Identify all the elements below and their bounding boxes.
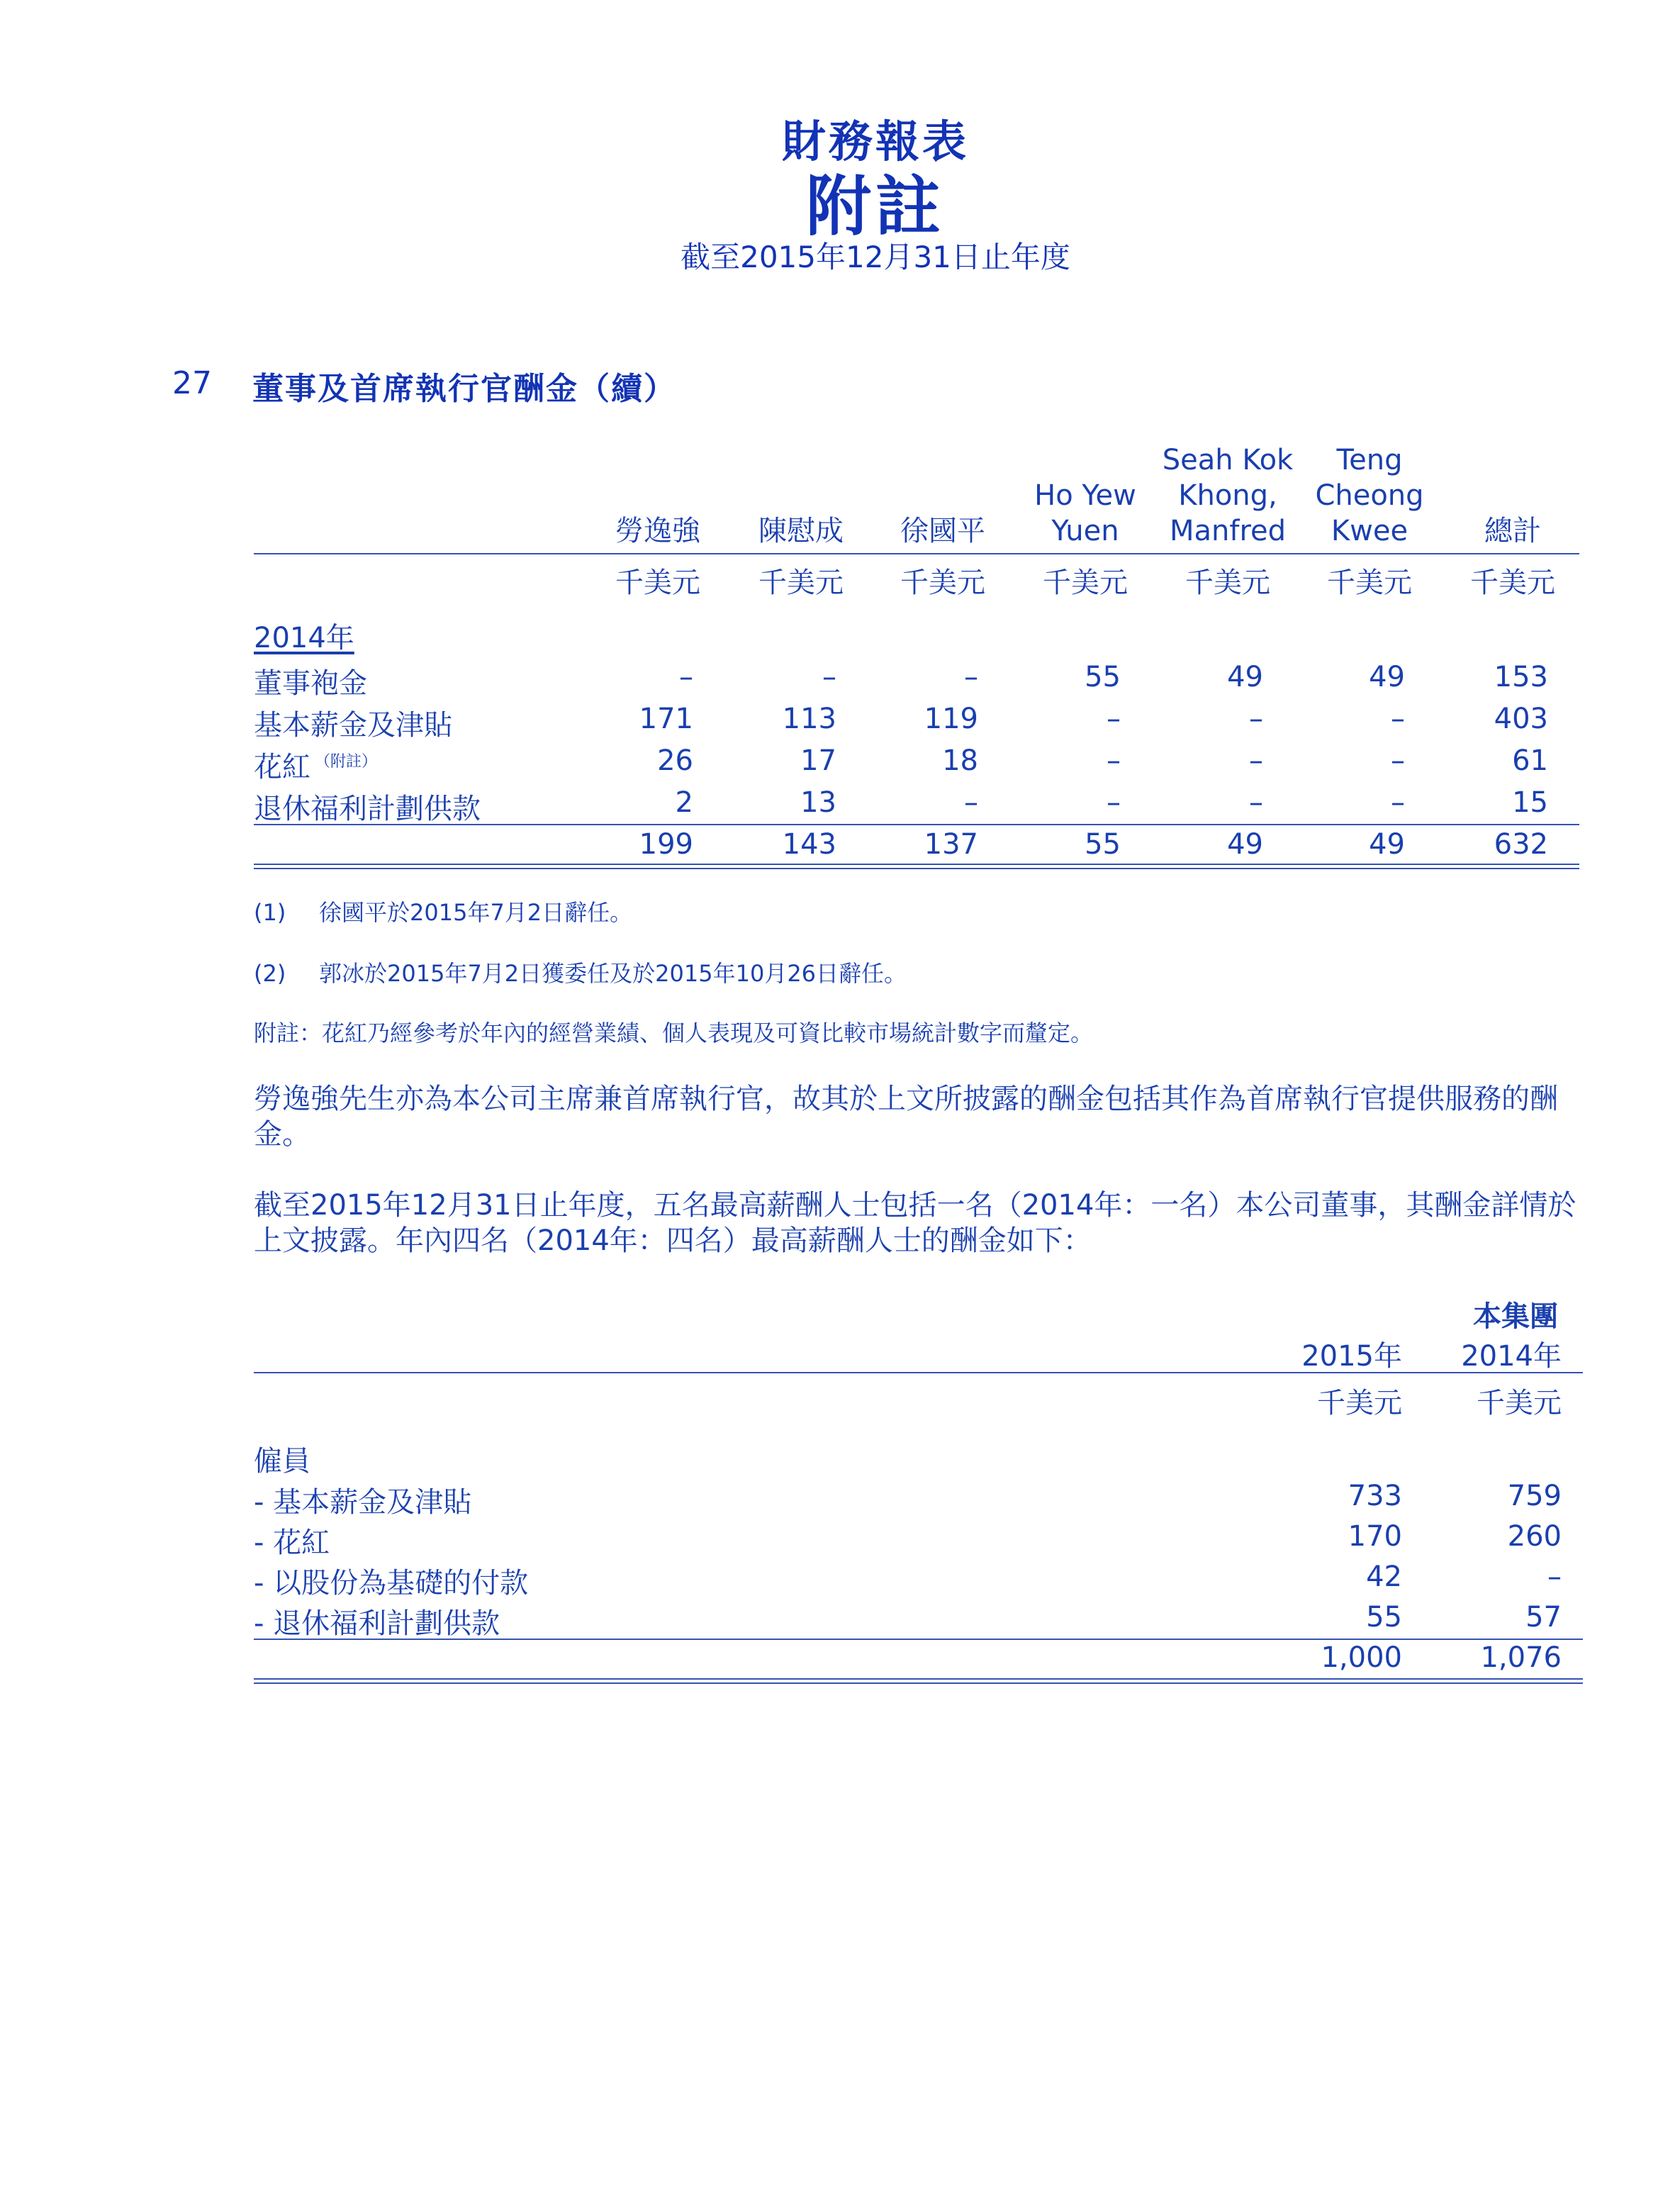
statement-title: 財務報表 — [781, 116, 969, 167]
table-cell: – — [1249, 703, 1263, 735]
year-heading: 2014年 — [254, 622, 354, 654]
table-cell: 55 — [1085, 661, 1121, 693]
column-header: Ho Yew Yuen — [1034, 479, 1136, 547]
total-cell: 49 — [1369, 828, 1405, 861]
table-cell: 171 — [639, 703, 693, 735]
paragraph: 勞逸強先生亦為本公司主席兼首席執行官，故其於上文所披露的酬金包括其作為首席執行官提供服務的酬金。 — [254, 1083, 1558, 1151]
total-cell: 137 — [924, 828, 978, 861]
table-cell: – — [1391, 786, 1405, 819]
column-header: 陳慰成 — [758, 515, 844, 547]
unit-label: 千美元 — [758, 566, 844, 599]
section-title: 董事及首席執行官酬金（續） — [252, 371, 676, 407]
table-row — [254, 1477, 1583, 1517]
notes-title: 附註 — [805, 169, 945, 245]
table-cell: – — [1107, 703, 1121, 735]
table-cell: 113 — [782, 703, 836, 735]
table-row — [254, 698, 1579, 740]
row-label: - 花紅 — [254, 1526, 330, 1559]
table-cell: – — [964, 786, 978, 819]
column-header: 2014年 — [1461, 1340, 1562, 1373]
row-label: 退休福利計劃供款 — [254, 793, 481, 825]
unit-row — [254, 554, 1579, 600]
note-item: (2) 郭冰於2015年7月2日獲委任及於2015年10月26日辭任。 — [254, 960, 907, 987]
total-row — [254, 825, 1579, 864]
total-cell: 49 — [1227, 828, 1263, 861]
table-cell: 17 — [800, 744, 836, 777]
table-cell: 170 — [1348, 1520, 1402, 1553]
table-cell: – — [1249, 786, 1263, 819]
table-cell: 13 — [800, 786, 836, 819]
table-row — [254, 1598, 1583, 1639]
total-cell: 199 — [639, 828, 693, 861]
column-header: 2015年 — [1301, 1340, 1402, 1373]
section-number: 27 — [172, 365, 212, 401]
total-row — [254, 1640, 1583, 1678]
row-label: 董事袍金 — [254, 667, 367, 700]
row-label: 花紅 $^{(附註)}$ — [254, 751, 378, 783]
directors-remuneration-table — [254, 440, 1579, 869]
table-cell: – — [1391, 744, 1405, 777]
table-cell: 18 — [942, 744, 978, 777]
table-cell: – — [1107, 786, 1121, 819]
row-label: 基本薪金及津貼 — [254, 709, 452, 742]
table-row — [254, 1517, 1583, 1558]
table-cell: 260 — [1507, 1520, 1562, 1553]
column-header: Seah Kok Khong, Manfred — [1162, 444, 1294, 547]
group-label: 本集團 — [1473, 1300, 1558, 1333]
total-cell: 1,076 — [1480, 1641, 1562, 1674]
table-cell: 42 — [1366, 1561, 1402, 1593]
unit-label: 千美元 — [1317, 1387, 1402, 1419]
table-cell: 153 — [1494, 661, 1548, 693]
unit-label: 千美元 — [900, 566, 985, 599]
table-row — [254, 740, 1579, 782]
table-cell: – — [1547, 1561, 1562, 1593]
total-cell: 1,000 — [1321, 1641, 1402, 1674]
table-header-row — [254, 1294, 1583, 1372]
total-double-rule — [254, 1678, 1583, 1684]
table-row — [254, 657, 1579, 698]
table-row — [254, 1558, 1583, 1598]
unit-label: 千美元 — [615, 566, 700, 599]
table-row — [254, 782, 1579, 824]
section-label: 僱員 — [254, 1445, 310, 1478]
row-label: - 以股份為基礎的付款 — [254, 1567, 529, 1600]
column-header: 徐國平 — [900, 515, 985, 547]
total-double-rule — [254, 864, 1579, 869]
table-cell: 61 — [1512, 744, 1548, 777]
table-cell: – — [822, 661, 836, 693]
table-cell: 26 — [657, 744, 693, 777]
unit-label: 千美元 — [1327, 566, 1412, 599]
unit-label: 千美元 — [1185, 566, 1270, 599]
table-cell: 55 — [1366, 1601, 1402, 1634]
column-header: 總計 — [1484, 515, 1541, 547]
row-label: - 基本薪金及津貼 — [254, 1486, 472, 1519]
unit-label: 千美元 — [1477, 1387, 1562, 1419]
column-header: 勞逸強 — [615, 515, 700, 547]
unit-row — [254, 1373, 1583, 1429]
table-cell: – — [1391, 703, 1405, 735]
table-cell: 49 — [1369, 661, 1405, 693]
period-subtitle: 截至2015年12月31日止年度 — [681, 240, 1070, 274]
total-cell: 143 — [782, 828, 836, 861]
note-item: (1) 徐國平於2015年7月2日辭任。 — [254, 899, 633, 926]
table-cell: 403 — [1494, 703, 1548, 735]
table-cell: 2 — [675, 786, 693, 819]
column-header: Teng Cheong Kwee — [1315, 444, 1424, 547]
total-cell: 632 — [1494, 828, 1548, 861]
unit-label: 千美元 — [1043, 566, 1128, 599]
section-row — [254, 1429, 1583, 1477]
paragraph: 截至2015年12月31日止年度，五名最高薪酬人士包括一名（2014年：一名）本公司董事，其酬金詳情於上文披露。年內四名（2014年：四名）最高薪酬人士的酬金如下： — [254, 1189, 1577, 1257]
row-label: - 退休福利計劃供款 — [254, 1607, 500, 1640]
table-cell: 759 — [1507, 1480, 1562, 1512]
table-cell: 49 — [1227, 661, 1263, 693]
note-marker: （附註） — [315, 752, 378, 771]
highest-paid-table — [254, 1294, 1583, 1684]
table-cell: – — [1107, 744, 1121, 777]
table-cell: – — [964, 661, 978, 693]
table-cell: 119 — [924, 703, 978, 735]
table-cell: – — [1249, 744, 1263, 777]
table-cell: 57 — [1525, 1601, 1562, 1634]
table-cell: 15 — [1512, 786, 1548, 819]
table-header-row — [254, 440, 1579, 553]
table-cell: – — [679, 661, 693, 693]
total-cell: 55 — [1085, 828, 1121, 861]
unit-label: 千美元 — [1470, 566, 1555, 599]
table-cell: 733 — [1348, 1480, 1402, 1512]
footnote: 附註：花紅乃經參考於年內的經營業績、個人表現及可資比較市場統計數字而釐定。 — [254, 1020, 1094, 1046]
